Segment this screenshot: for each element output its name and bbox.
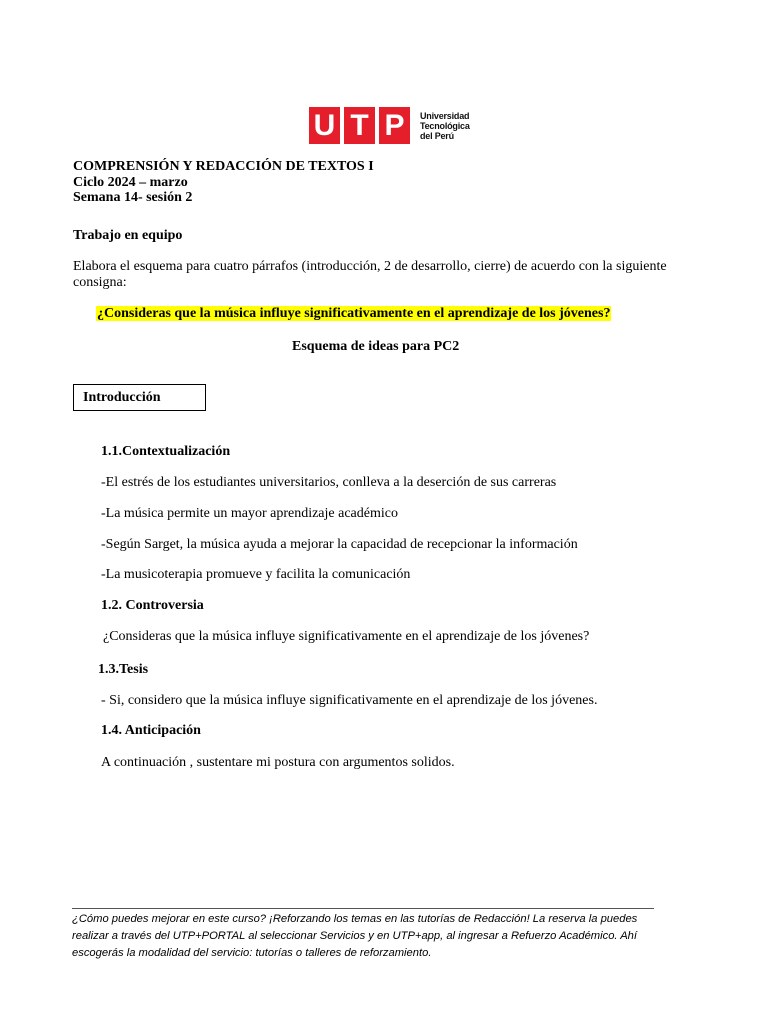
logo-line-1: Universidad bbox=[420, 110, 470, 121]
prompt-question-text: ¿Consideras que la música influye significativamente en el aprendizaje de los jóvenes? bbox=[97, 306, 611, 321]
context-heading: 1.1.Contextualización bbox=[101, 444, 231, 459]
logo-line-2: Tecnológica bbox=[420, 120, 470, 131]
instructions-line-2: consigna: bbox=[73, 275, 127, 290]
utp-logo bbox=[309, 107, 470, 144]
introduction-box bbox=[73, 384, 206, 411]
course-title: COMPRENSIÓN Y REDACCIÓN DE TEXTOS I bbox=[73, 159, 374, 174]
controversy-text: ¿Consideras que la música influye significativamente en el aprendizaje de los jóvenes? bbox=[103, 629, 590, 644]
course-cycle: Ciclo 2024 – marzo bbox=[73, 175, 188, 190]
thesis-text: - Si, considero que la música influye significativamente en el aprendizaje de los jóvenes. bbox=[101, 693, 598, 708]
logo-letter-t: T bbox=[344, 107, 375, 144]
thesis-heading: 1.3.Tesis bbox=[98, 662, 149, 677]
introduction-label: Introducción bbox=[83, 390, 161, 405]
logo-line-3: del Perú bbox=[420, 130, 454, 141]
footer-note: ¿Cómo puedes mejorar en este curso? ¡Reforzando los temas en las tutorías de Redacción! La reserva la puedes realizar a través del UTP+PORTAL al seleccionar Servicios y en UTP+app, al ingresar a Refuerzo Académico. Ahí escogerás la modalidad del servicio: tutorías o talleres de reforzamiento. bbox=[72, 913, 638, 959]
context-item: -Según Sarget, la música ayuda a mejorar la capacidad de recepcionar la información bbox=[101, 537, 578, 552]
scheme-title: Esquema de ideas para PC2 bbox=[292, 339, 460, 354]
logo-letter-u: U bbox=[309, 107, 340, 144]
controversy-heading: 1.2. Controversia bbox=[101, 598, 204, 613]
anticipation-heading: 1.4. Anticipación bbox=[101, 723, 201, 738]
context-item: -La música permite un mayor aprendizaje académico bbox=[101, 506, 398, 521]
instructions-line-1: Elabora el esquema para cuatro párrafos (introducción, 2 de desarrollo, cierre) de acuerdo con la siguiente bbox=[73, 259, 667, 274]
prompt-question bbox=[96, 304, 611, 322]
anticipation-text: A continuación , sustentare mi postura con argumentos solidos. bbox=[101, 755, 455, 770]
context-item: -El estrés de los estudiantes universitarios, conlleva a la deserción de sus carreras bbox=[101, 475, 557, 490]
footer-divider bbox=[72, 908, 654, 909]
course-week: Semana 14- sesión 2 bbox=[73, 190, 193, 205]
logo-letter-p: P bbox=[379, 107, 410, 144]
logo-university-name bbox=[420, 111, 470, 141]
teamwork-heading: Trabajo en equipo bbox=[73, 228, 183, 243]
context-item: -La musicoterapia promueve y facilita la comunicación bbox=[101, 567, 411, 582]
